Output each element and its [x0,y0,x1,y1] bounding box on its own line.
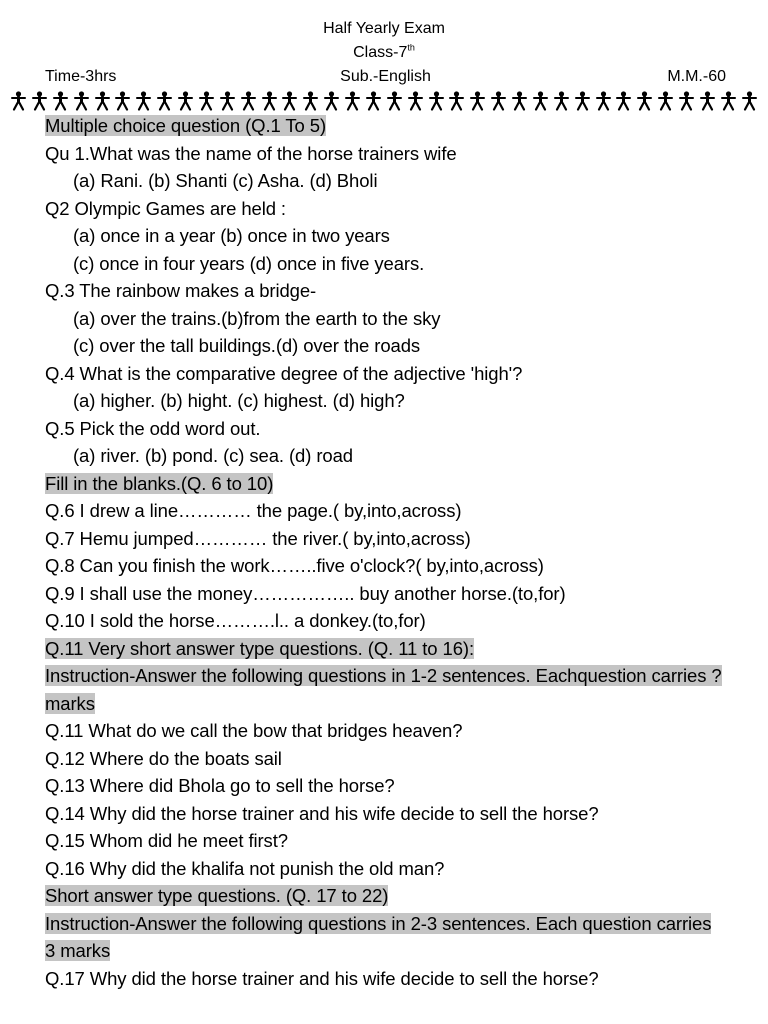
section-heading-mcq: Multiple choice question (Q.1 To 5) [45,115,327,136]
stick-figure-icon [198,91,215,111]
stick-figure-icon [281,91,298,111]
stick-figure-icon [720,91,737,111]
decorative-figure-border [10,90,758,112]
stick-figure-icon [490,91,507,111]
stick-figure-icon [678,91,695,111]
class-text: Class-7 [353,44,408,61]
stick-figure-icon [386,91,403,111]
instruction-short: Instruction-Answer the following questions in 2-3 sentences. Each question carries 3 marks [45,912,712,961]
stick-figure-icon [615,91,632,111]
stick-figure-icon [94,91,111,111]
subject-label: Sub.-English [340,68,431,85]
stick-figure-icon [135,91,152,111]
fill-blank-question: Q.10 I sold the horse……….l.. a donkey.(to,for) [45,610,426,631]
time-label: Time-3hrs [45,68,117,85]
answer-options: (c) over the tall buildings.(d) over the roads [73,335,421,356]
stick-figure-icon [365,91,382,111]
fill-blank-question: Q.8 Can you finish the work……..five o'clock?( by,into,across) [45,555,544,576]
stick-figure-icon [73,91,90,111]
question-text: Q.4 What is the comparative degree of the adjective 'high'? [45,362,523,384]
stick-figure-icon [240,91,257,111]
stick-figure-icon [595,91,612,111]
class-line [0,43,768,63]
fill-blank-question: Q.9 I shall use the money…………….. buy another horse.(to,for) [45,582,566,604]
stick-figure-icon [302,91,319,111]
stick-figure-icon [219,91,236,111]
stick-figure-icon [699,91,716,111]
class-superscript: th [407,42,415,53]
stick-figure-icon [741,91,758,111]
stick-figure-icon [10,91,27,111]
stick-figure-icon [156,91,173,111]
stick-figure-icon [114,91,131,111]
very-short-question: Q.12 Where do the boats sail [45,747,282,769]
question-text: Q.5 Pick the odd word out. [45,417,261,439]
very-short-question: Q.14 Why did the horse trainer and his wife decide to sell the horse? [45,802,599,824]
stick-figure-icon [177,91,194,111]
stick-figure-icon [511,91,528,111]
stick-figure-icon [323,91,340,111]
fill-blanks-list [45,497,725,635]
mcq-list [45,140,725,470]
answer-options: (a) once in a year (b) once in two years [73,225,390,246]
very-short-question: Q.15 Whom did he meet first? [45,830,288,851]
answer-options: (a) river. (b) pond. (c) sea. (d) road [73,445,353,466]
short-question: Q.17 Why did the horse trainer and his wife decide to sell the horse? [45,967,599,989]
stick-figure-icon [407,91,424,111]
question-paper-body [45,112,725,992]
stick-figure-icon [532,91,549,111]
fill-blank-question: Q.7 Hemu jumped………… the river.( by,into,across) [45,527,471,549]
exam-meta-row [45,67,726,87]
question-text: Q.3 The rainbow makes a bridge- [45,280,317,301]
answer-options: (a) Rani. (b) Shanti (c) Asha. (d) Bholi [73,170,378,191]
short-list [45,965,725,993]
answer-options: (a) higher. (b) hight. (c) highest. (d) high? [73,390,405,411]
exam-title: Half Yearly Exam [323,20,445,37]
max-marks-label: M.M.-60 [667,68,726,85]
section-heading-short: Short answer type questions. (Q. 17 to 22) [45,885,389,906]
stick-figure-icon [428,91,445,111]
stick-figure-icon [574,91,591,111]
question-text: Q2 Olympic Games are held : [45,197,286,219]
very-short-list [45,717,725,882]
very-short-question: Q.11 What do we call the bow that bridges heaven? [45,720,463,741]
stick-figure-icon [448,91,465,111]
stick-figure-icon [344,91,361,111]
stick-figure-icon [553,91,570,111]
stick-figure-icon [261,91,278,111]
section-heading-very-short: Q.11 Very short answer type questions. (Q. 11 to 16): [45,637,474,659]
answer-options: (a) over the trains.(b)from the earth to the sky [73,307,441,329]
answer-options: (c) once in four years (d) once in five years. [73,252,425,274]
stick-figure-icon [636,91,653,111]
question-text: Qu 1.What was the name of the horse trainers wife [45,142,457,164]
stick-figure-icon [469,91,486,111]
fill-blank-question: Q.6 I drew a line………… the page.( by,into,across) [45,500,462,521]
stick-figure-icon [31,91,48,111]
instruction-very-short: Instruction-Answer the following questions in 1-2 sentences. Eachquestion carries ? marks [45,665,722,714]
stick-figure-icon [52,91,69,111]
mcq-section [45,112,725,140]
very-short-question: Q.13 Where did Bhola go to sell the horse? [45,775,395,796]
section-heading-fill-blanks: Fill in the blanks.(Q. 6 to 10) [45,472,274,494]
stick-figure-icon [657,91,674,111]
very-short-question: Q.16 Why did the khalifa not punish the old man? [45,857,445,879]
